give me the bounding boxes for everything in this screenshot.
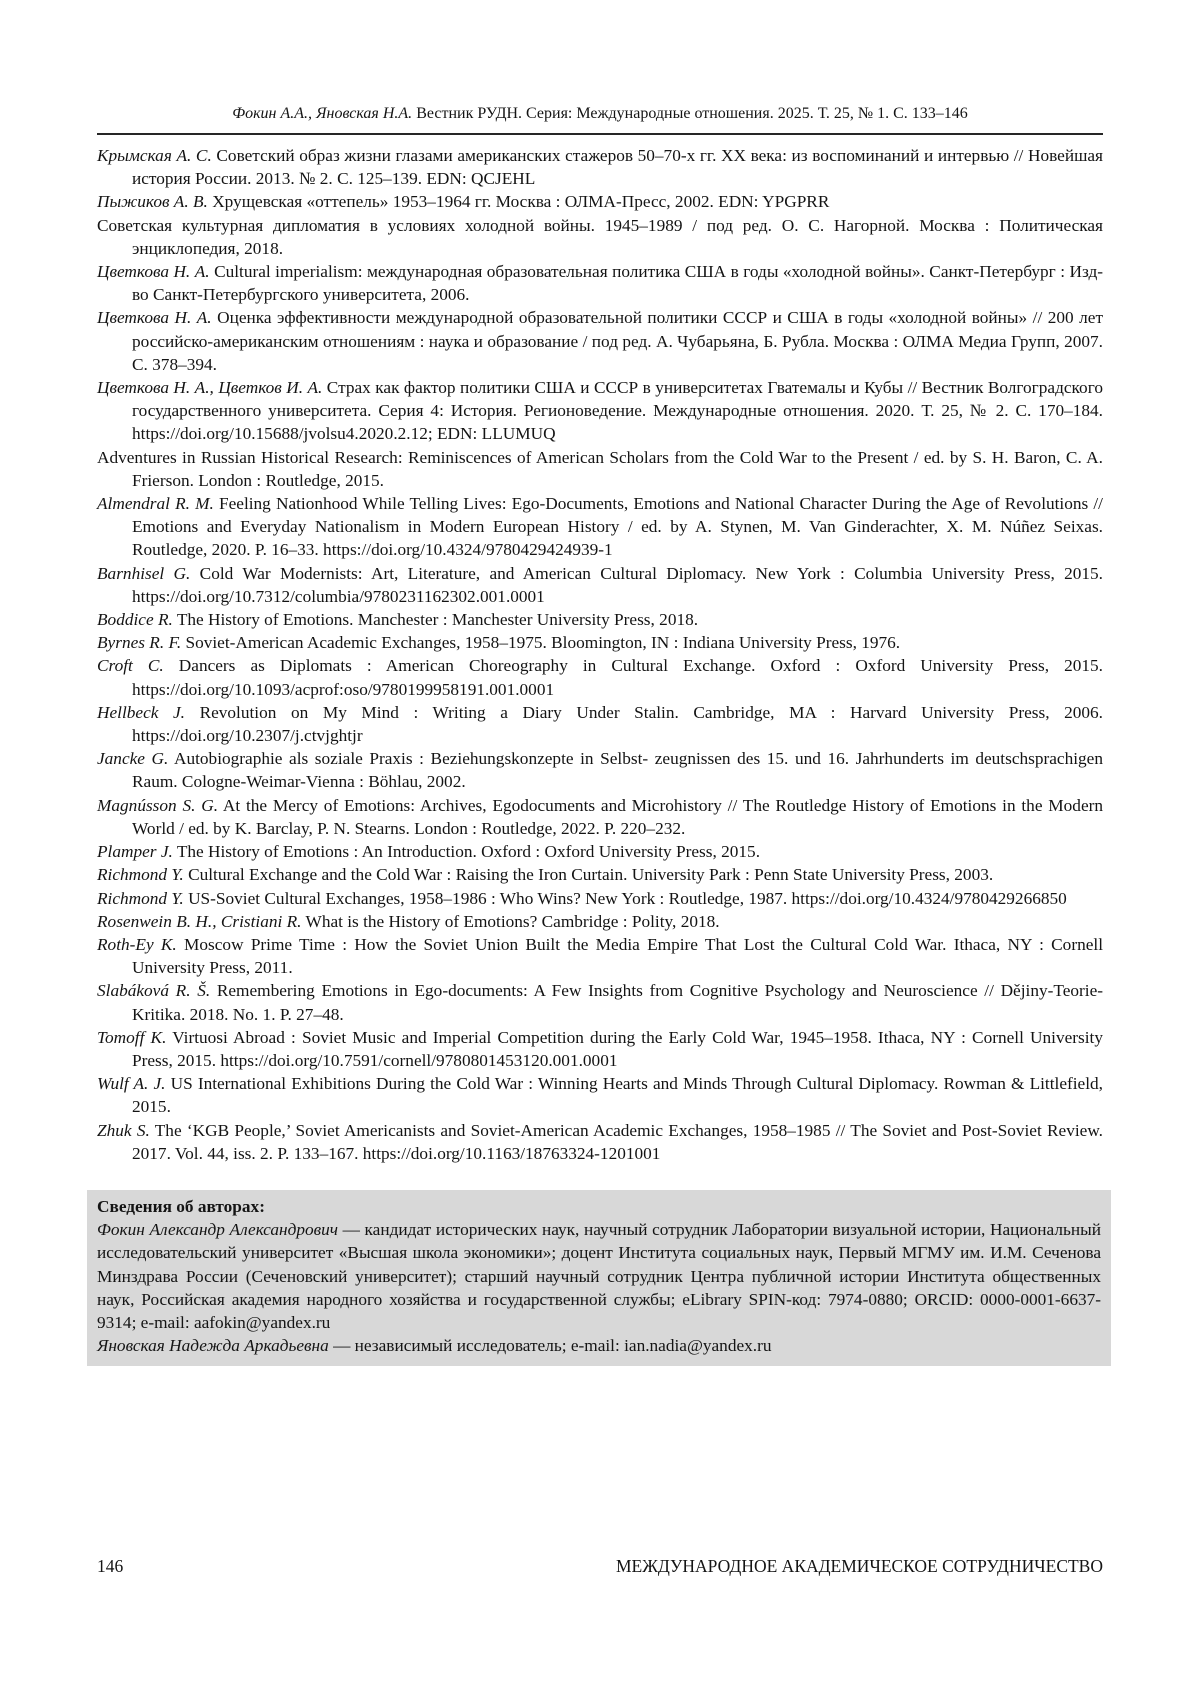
reference-item	[97, 260, 1103, 306]
reference-text: Cultural Exchange and the Cold War : Raising the Iron Curtain. University Park : Penn State University Press, 2003.	[183, 865, 994, 885]
reference-authors: Tomoff K.	[97, 1027, 167, 1047]
references-list	[97, 144, 1103, 1165]
reference-item	[97, 376, 1103, 446]
author-bio	[97, 1334, 1101, 1357]
reference-item	[97, 214, 1103, 260]
reference-text: Remembering Emotions in Ego-documents: A Few Insights from Cognitive Psychology and Neuroscience // Dějiny-Teorie-Kritika. 2018. No. 1. P. 27–48.	[132, 981, 1104, 1024]
author-bio-text: — независимый исследователь; e-mail: ian.nadia@yandex.ru	[328, 1336, 772, 1356]
reference-authors: Wulf A. J.	[97, 1074, 166, 1094]
reference-item	[97, 747, 1103, 793]
reference-item	[97, 492, 1103, 562]
reference-authors: Rosenwein B. H., Cristiani R.	[97, 911, 302, 931]
reference-item	[97, 887, 1103, 910]
reference-text: What is the History of Emotions? Cambridge : Polity, 2018.	[301, 911, 720, 931]
reference-text: Virtuosi Abroad : Soviet Music and Imperial Competition during the Early Cold War, 1945–1958. Ithaca, NY : Cornell University Press, 2015. https://doi.org/10.7591/cornell/9780801453120.001.0001	[132, 1027, 1103, 1070]
reference-authors: Hellbeck J.	[97, 702, 185, 722]
reference-authors: Croft C.	[97, 656, 164, 676]
reference-item	[97, 631, 1103, 654]
author-bio-name: Фокин Александр Александрович	[97, 1220, 338, 1240]
running-header	[97, 104, 1103, 124]
reference-authors: Крымская А. С.	[97, 146, 212, 165]
reference-text: Soviet-American Academic Exchanges, 1958–1975. Bloomington, IN : Indiana University Press, 1976.	[181, 633, 901, 653]
authors-info-box	[87, 1190, 1111, 1366]
reference-item	[97, 654, 1103, 700]
reference-authors: Richmond Y.	[97, 865, 184, 885]
reference-item	[97, 608, 1103, 631]
reference-text: Страх как фактор политики США и СССР в университетах Гватемалы и Кубы // Вестник Волгоградского государственного университета. Серия 4: История. Регионоведение. Международные отношения. 2020. Т. 25, № 2. С. 170–184. https://doi.org/10.15688/jvolsu4.2020.2.12; EDN: LLUMUQ	[132, 378, 1103, 444]
reference-item	[97, 840, 1103, 863]
reference-text: Советский образ жизни глазами американских стажеров 50–70-х гг. XX века: из воспоминаний и интервью // Новейшая история России. 2013. № 2. С. 125–139. EDN: QCJEHL	[132, 146, 1103, 189]
author-bio	[97, 1218, 1101, 1334]
reference-text: Советская культурная дипломатия в условиях холодной войны. 1945–1989 / под ред. О. С. Нагорной. Москва : Политическая энциклопедия, 2018.	[97, 215, 1103, 258]
reference-authors: Plamper J.	[97, 842, 173, 862]
reference-item	[97, 933, 1103, 979]
reference-text: Moscow Prime Time : How the Soviet Union Built the Media Empire That Lost the Cultural Cold War. Ithaca, NY : Cornell University Press, 2011.	[132, 934, 1103, 978]
reference-item	[97, 794, 1103, 840]
reference-text: Feeling Nationhood While Telling Lives: Ego-Documents, Emotions and National Character During the Age of Revolutions // Emotions and Everyday Nationalism in Modern European History / ed. by A. Stynen, M. Van Ginderachter, X. M. Núñez Seixas. Routledge, 2020. P. 16–33. https://doi.org/10.4324/9780429424939-1	[132, 494, 1103, 560]
reference-item	[97, 306, 1103, 376]
reference-text: The History of Emotions. Manchester : Manchester University Press, 2018.	[172, 610, 699, 630]
reference-text: The History of Emotions : An Introduction. Oxford : Oxford University Press, 2015.	[172, 842, 761, 862]
reference-authors: Richmond Y.	[97, 888, 184, 908]
reference-text: US International Exhibitions During the Cold War : Winning Hearts and Minds Through Cultural Diplomacy. Rowman & Littlefield, 2015.	[132, 1074, 1103, 1117]
reference-item	[97, 1119, 1103, 1165]
header-rule	[97, 133, 1103, 135]
reference-authors: Slabáková R. Š.	[97, 981, 211, 1001]
reference-authors: Цветкова Н. А.	[97, 262, 210, 282]
reference-authors: Byrnes R. F.	[97, 633, 182, 653]
reference-authors: Magnússon S. G.	[97, 795, 219, 815]
page-number: 146	[97, 1556, 124, 1576]
running-header-authors: Фокин А.А., Яновская Н.А.	[232, 105, 413, 122]
reference-text: Autobiographie als soziale Praxis : Beziehungskonzepte in Selbst- zeugnissen des 15. und 16. Jahrhunderts im deutschsprachigen Raum. Cologne-Weimar-Vienna : Böhlau, 2002.	[132, 749, 1103, 792]
reference-authors: Boddice R.	[97, 610, 173, 630]
running-header-citation: Вестник РУДН. Серия: Международные отношения. 2025. Т. 25, № 1. С. 133–146	[412, 105, 968, 122]
reference-item	[97, 863, 1103, 886]
reference-text: At the Mercy of Emotions: Archives, Egodocuments and Microhistory // The Routledge History of Emotions in the Modern World / ed. by K. Barclay, P. N. Stearns. London : Routledge, 2022. P. 220–232.	[132, 795, 1104, 838]
reference-authors: Roth-Ey K.	[97, 934, 177, 954]
reference-text: Хрущевская «оттепель» 1953–1964 гг. Москва : ОЛМА-Пресс, 2002. EDN: YPGPRR	[207, 192, 830, 212]
reference-item	[97, 144, 1103, 190]
reference-authors: Barnhisel G.	[97, 563, 191, 583]
reference-text: US-Soviet Cultural Exchanges, 1958–1986 : Who Wins? New York : Routledge, 1987. https://doi.org/10.4324/9780429266850	[183, 888, 1067, 908]
reference-item	[97, 979, 1103, 1025]
reference-text: Dancers as Diplomats : American Choreography in Cultural Exchange. Oxford : Oxford University Press, 2015. https://doi.org/10.1093/acprof:oso/9780199958191.001.0001	[132, 656, 1103, 699]
reference-text: Оценка эффективности международной образовательной политики СССР и США в годы «холодной войны» // 200 лет российско-американским отношениям : наука и образование / под ред. А. Чубарьяна, Б. Рубла. Москва : ОЛМА Медиа Групп, 2007. С. 378–394.	[132, 308, 1103, 374]
reference-authors: Цветкова Н. А., Цветков И. А.	[97, 378, 323, 398]
reference-item	[97, 910, 1103, 933]
reference-item	[97, 446, 1103, 492]
reference-text: Cultural imperialism: международная образовательная политика США в годы «холодной войны». Санкт-Петербург : Изд-во Санкт-Петербургского университета, 2006.	[132, 262, 1104, 305]
reference-text: Adventures in Russian Historical Research: Reminiscences of American Scholars from the Cold War to the Present / ed. by S. H. Baron, C. A. Frierson. London : Routledge, 2015.	[97, 447, 1103, 490]
reference-authors: Пыжиков А. В.	[97, 192, 208, 212]
author-bio-text: — кандидат исторических наук, научный сотрудник Лаборатории визуальной истории, Национальный исследовательский университет «Высшая школа экономики»; доцент Института социальных наук, Первый МГМУ им. И.М. Сеченова Минздрава России (Сеченовский университет); старший научный сотрудник Центра публичной истории Института общественных наук, Российская академия народного хозяйства и государственной службы; eLibrary SPIN-код: 7974-0880; ORCID: 0000-0001-6637-9314; e-mail: aafokin@yandex.ru	[97, 1220, 1101, 1332]
reference-authors: Цветкова Н. А.	[97, 308, 212, 328]
authors-info-heading: Сведения об авторах:	[97, 1196, 265, 1216]
reference-authors: Zhuk S.	[97, 1120, 150, 1140]
page-content	[97, 104, 1103, 1366]
reference-item	[97, 562, 1103, 608]
footer-section-title: МЕЖДУНАРОДНОЕ АКАДЕМИЧЕСКОЕ СОТРУДНИЧЕСТВО	[615, 1556, 1103, 1576]
author-bio-name: Яновская Надежда Аркадьевна	[97, 1336, 329, 1356]
reference-authors: Almendral R. M.	[97, 494, 214, 514]
reference-text: Revolution on My Mind : Writing a Diary Under Stalin. Cambridge, MA : Harvard University Press, 2006. https://doi.org/10.2307/j.ctvjghtjr	[132, 702, 1103, 746]
page-footer	[97, 1555, 1103, 1577]
reference-text: Cold War Modernists: Art, Literature, and American Cultural Diplomacy. New York : Columbia University Press, 2015. https://doi.org/10.7312/columbia/9780231162302.001.0001	[132, 563, 1103, 606]
reference-item	[97, 190, 1103, 213]
reference-item	[97, 1072, 1103, 1118]
reference-item	[97, 701, 1103, 747]
reference-authors: Jancke G.	[97, 749, 169, 769]
reference-item	[97, 1026, 1103, 1072]
reference-text: The ‘KGB People,’ Soviet Americanists and Soviet-American Academic Exchanges, 1958–1985 // The Soviet and Post-Soviet Review. 2017. Vol. 44, iss. 2. P. 133–167. https://doi.org/10.1163/18763324-1201001	[132, 1120, 1104, 1163]
